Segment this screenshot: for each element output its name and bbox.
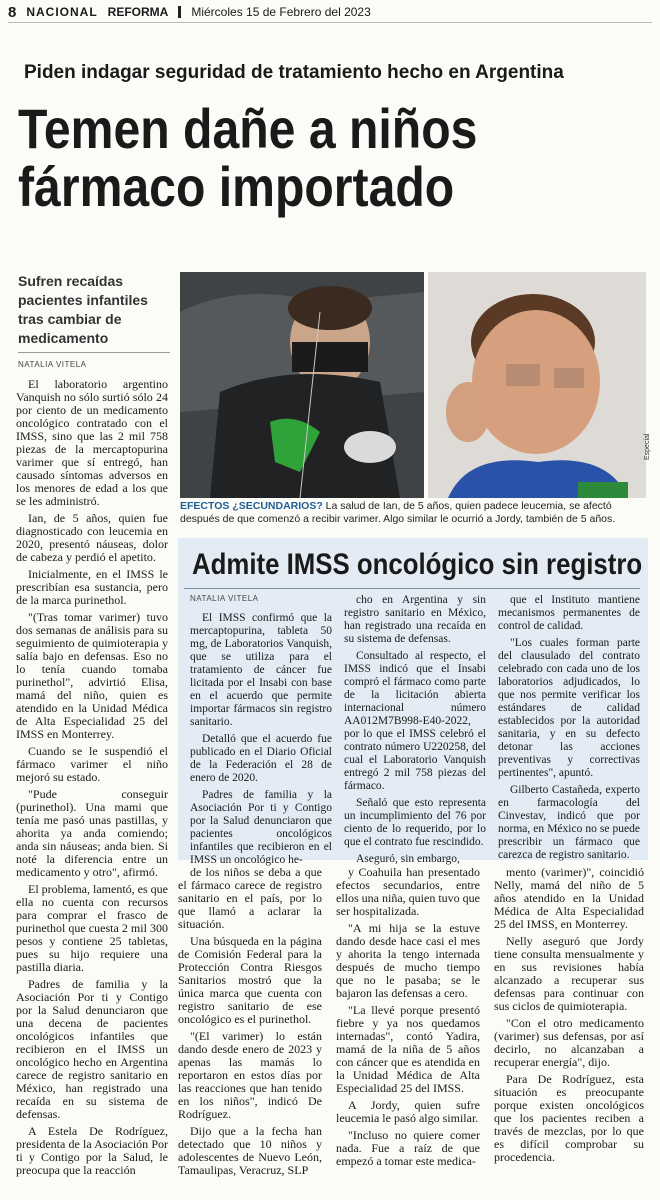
bottom-column-3 bbox=[494, 866, 644, 1168]
photo-caption bbox=[180, 500, 646, 526]
newspaper-name: REFORMA bbox=[107, 5, 169, 19]
sidebar-paragraph: Consultado al respecto, el IMSS indicó que el Insabi compró el fármaco como parte de la licitación abierta internacional número AA012M7B998-E40-2022, por lo que el IMSS celebró el contrato número U220258, del cual el Laboratorio Vanquish entregó 2 mil 758 piezas del fármaco. bbox=[344, 650, 486, 792]
section-name: NACIONAL bbox=[26, 5, 98, 19]
sidebar-paragraph: cho en Argentina y sin registro sanitario en México, han registrado una recaída en su sistema de defensas. bbox=[344, 594, 486, 645]
main-paragraph: "Pude conseguir (purinethol). Una mami que tenía me pasó unas pastillas, y ahorita ya anda comiendo; anda sin náuseas; anda bien. Si noté la diferencia entre un medicamento y otro", afirmó. bbox=[16, 787, 168, 879]
header-divider bbox=[178, 6, 181, 18]
sidebar-paragraph: que el Instituto mantiene mecanismos permanentes de control de calidad. bbox=[498, 594, 640, 632]
main-paragraph: El problema, lamentó, es que ella no cuenta con recursos para comprar el frasco de purinethol que cuesta 2 mil 300 pesos y contiene 25 tabletas, pues su hijo requiere una pastilla diaria. bbox=[16, 882, 168, 974]
bottom-paragraph: "A mi hija se la estuve dando desde hace casi el mes y ahorita la tengo internada después de mucho tiempo que no le pasaba; se le bajaron las defensas a cero. bbox=[336, 921, 480, 1000]
sidebar-column-3 bbox=[498, 594, 640, 866]
sidebar-title: Admite IMSS oncológico sin registro bbox=[192, 548, 643, 581]
caption-label: EFECTOS ¿SECUNDARIOS? bbox=[180, 500, 323, 512]
photo-child-hospital bbox=[180, 272, 424, 498]
bottom-column-1 bbox=[178, 866, 322, 1181]
sidebar-paragraph: Señaló que esto representa un incumplimiento del 76 por ciento de lo requerido, por lo que el contrato fue rescindido. bbox=[344, 797, 486, 848]
main-paragraph: A Estela De Rodríguez, presidenta de la Asociación Por ti y Contigo por la Salud, le preocupa que la reacción bbox=[16, 1124, 168, 1177]
bottom-column-2 bbox=[336, 866, 480, 1172]
photo-credit: Especial bbox=[644, 433, 651, 460]
main-paragraph: Inicialmente, en el IMSS le prescribían esa sustancia, pero de la marca purinethol. bbox=[16, 567, 168, 607]
bottom-paragraph: A Jordy, quien sufre leucemia le pasó algo similar. bbox=[336, 1098, 480, 1125]
kicker: Piden indagar seguridad de tratamiento hecho en Argentina bbox=[24, 62, 564, 83]
page-number: 8 bbox=[8, 3, 17, 21]
bottom-paragraph: "Con el otro medicamento (varimer) sus defensas, por así decirlo, no alcanzaban a recuperar energía", dijo. bbox=[494, 1016, 644, 1069]
photo-illustration-2 bbox=[428, 272, 646, 498]
issue-date: Miércoles 15 de Febrero del 2023 bbox=[191, 5, 371, 19]
page-header bbox=[8, 2, 652, 23]
bottom-paragraph: mento (varimer)", coincidió Nelly, mamá del niño de 5 años atendido en la Unidad Médica de Alta Especialidad 25 del IMSS, en Monterrey. bbox=[494, 865, 644, 931]
sidebar-paragraph: Gilberto Castañeda, experto en farmacología del Cinvestav, indicó que por norma, en México no se puede prescribir un fármaco que carezca de registro sanitario. bbox=[498, 784, 640, 861]
bottom-paragraph: "(El varimer) lo están dando desde enero de 2023 y apenas las mamás lo reportaron en estos días por las reacciones que han tenido en los niños", indicó De Rodríguez. bbox=[178, 1029, 322, 1121]
main-paragraph: Cuando se le suspendió el fármaco varimer el niño mejoró su estado. bbox=[16, 744, 168, 784]
headline-line-1: Temen dañe a niños bbox=[18, 97, 478, 160]
bottom-paragraph: Nelly aseguró que Jordy tiene consulta mensualmente y en sus revisiones había alcanzado a recuperar sus defensas para continuar con sus ciclos de quimioterapia. bbox=[494, 934, 644, 1013]
caption-text: La salud de Ian, de 5 años, quien padece leucemia, se afectó después de que comenzó a recibir varimer. Algo similar le ocurrió a Jordy, también de 5 años. bbox=[180, 500, 616, 525]
bottom-paragraph: y Coahuila han presentado efectos secundarios, entre ellos una niña, quien tuvo que ser hospitalizada. bbox=[336, 865, 480, 918]
bottom-paragraph: "La llevé porque presentó fiebre y ya nos quedamos internadas", contó Yadira, mamá de la niña de 5 años con cáncer que es atendida en la Unidad Médica de Alta Especialidad 25 del IMSS. bbox=[336, 1003, 480, 1095]
sidebar-paragraph: Padres de familia y la Asociación Por ti y Contigo por la Salud denunciaron que pacientes oncológicos infantiles que recibieron en el IMSS un oncológico he- bbox=[190, 789, 332, 866]
main-paragraph: Ian, de 5 años, quien fue diagnosticado con leucemia en 2020, presentó náuseas, dolor de cabeza y perdió el apetito. bbox=[16, 511, 168, 564]
byline: NATALIA VITELA bbox=[18, 360, 87, 369]
sidebar-column-2 bbox=[344, 594, 486, 870]
main-paragraph: "(Tras tomar varimer) tuvo dos semanas de análisis para su seguimiento de quimioterapia y salía bajo en defensas. Eso no lo tenía cuando tomaba purinethol", advirtió Elisa, mamá del niño, quien es atendido en la Unidad Médica de Alta Especialidad 25 del IMSS en Monterrey. bbox=[16, 610, 168, 741]
subheadline: Sufren recaídas pacientes infantiles tras cambiar de medicamento bbox=[18, 273, 148, 346]
photo-child-portrait bbox=[428, 272, 646, 498]
bottom-paragraph: Para De Rodríguez, esta situación es preocupante porque existen oncológicos que los pacientes reciben a través de mezclas, por lo que es difícil comprobar su procedencia. bbox=[494, 1072, 644, 1164]
sidebar-column-1 bbox=[190, 612, 332, 871]
main-paragraph: Padres de familia y la Asociación Por ti y Contigo por la Salud denunciaron que una decena de pacientes oncológicos infantiles que recibieron en el IMSS un oncológico hecho en Argentina carece de registro sanitario en México, han registrado una recaída en su sistema de defensas. bbox=[16, 977, 168, 1121]
sidebar-rule bbox=[184, 588, 640, 589]
sidebar-byline: NATALIA VITELA bbox=[190, 594, 259, 603]
bottom-paragraph: Una búsqueda en la página de Comisión Federal para la Protección Contra Riesgos Sanitarios mostró que la única marca que cuenta con registro sanitario de ese oncológico es el purinethol. bbox=[178, 934, 322, 1026]
sidebar-paragraph: "Los cuales forman parte del clausulado del contrato celebrado con cada uno de los laboratorios adjudicados, lo que nos permite verificar los estándares de calidad establecidos por la autoridad sanitaria, y en su defecto detonar las acciones preventivas y correctivas pertinentes", apuntó. bbox=[498, 637, 640, 779]
main-paragraph: El laboratorio argentino Vanquish no sólo surtió sólo 24 por ciento de un medicamento oncológico contratado con el IMSS, sino que las 2 mil 758 piezas de la mercaptopurina varimer que sí entregó, han causado síntomas adversos en los menores de edad a los que se les administró. bbox=[16, 377, 168, 508]
subhead-rule bbox=[18, 352, 170, 353]
bottom-paragraph: de los niños se deba a que el fármaco carece de registro sanitario en el país, por lo que llamó a aclarar la situación. bbox=[178, 865, 322, 931]
sidebar-paragraph: Detalló que el acuerdo fue publicado en el Diario Oficial de la Federación el 28 de enero de 2020. bbox=[190, 733, 332, 784]
main-column bbox=[16, 378, 168, 1181]
headline-line-2: fármaco importado bbox=[18, 155, 455, 218]
photo-illustration-1 bbox=[180, 272, 424, 498]
bottom-paragraph: Dijo que a la fecha han detectado que 10 niños y adolescentes de Nuevo León, Tamaulipas, Veracruz, SLP bbox=[178, 1124, 322, 1177]
headline bbox=[18, 97, 560, 218]
sidebar-paragraph: Aseguró, sin embargo, bbox=[356, 853, 460, 865]
sidebar-paragraph: El IMSS confirmó que la mercaptopurina, tableta 50 mg, de Laboratorios Vanquish, que se utiliza para el tratamiento de cáncer fue licitada por el Insabi con base en el acuerdo que permite importar fármacos sin registro sanitario. bbox=[190, 612, 332, 728]
bottom-paragraph: "Incluso no quiere comer nada. Fue a raíz de que empezó a tomar este medica- bbox=[336, 1128, 480, 1168]
